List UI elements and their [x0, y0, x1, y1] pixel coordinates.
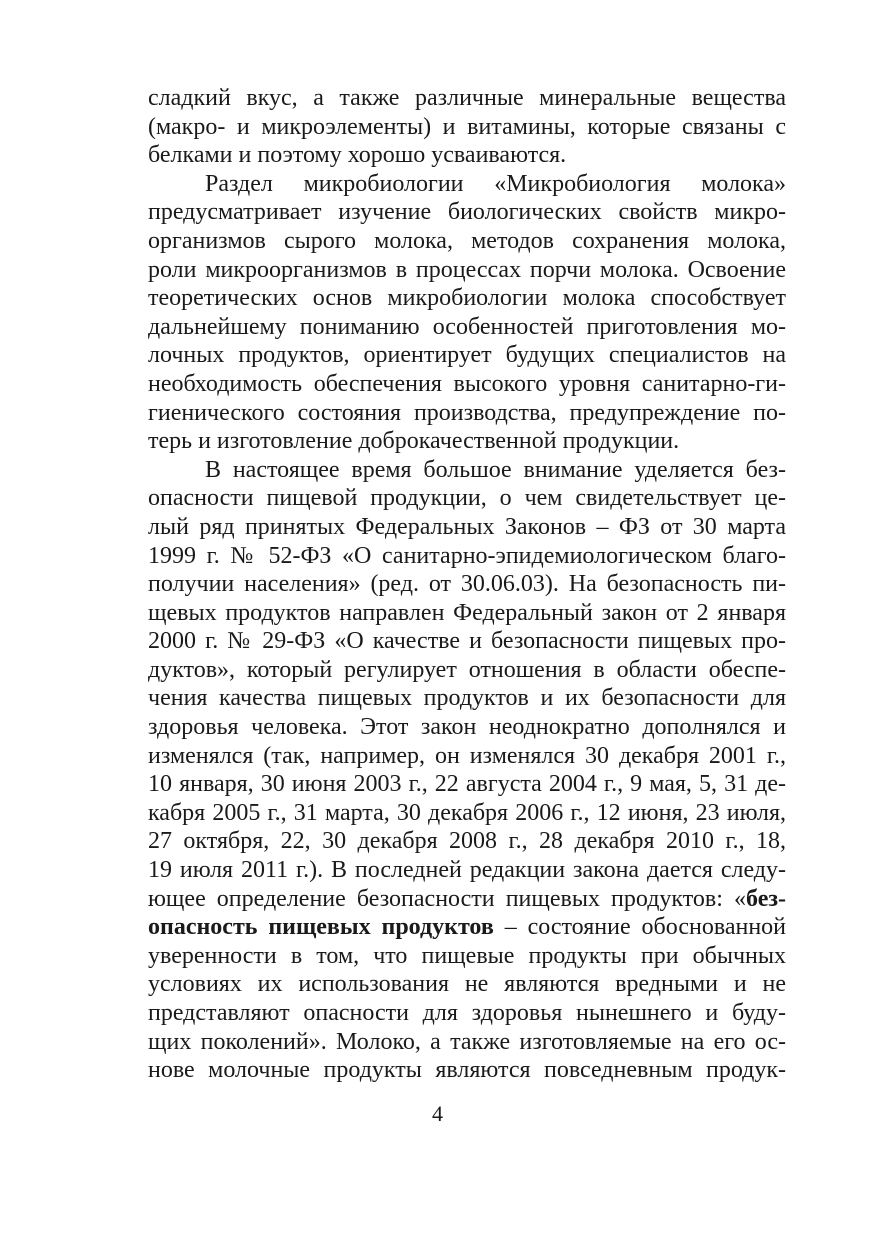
- text-line: [148, 742, 786, 771]
- text-line: [148, 113, 786, 142]
- line-text: терь и изготовление доброкачественной продукции.: [148, 428, 680, 455]
- text-line: [148, 198, 786, 227]
- line-text: В настоящее время большое внимание уделяется без-: [205, 456, 786, 483]
- text-line: [148, 84, 786, 113]
- text-line: [148, 370, 786, 399]
- text-line: [148, 970, 786, 999]
- text-line: [148, 170, 786, 199]
- text-line: [148, 341, 786, 370]
- text-line: [148, 942, 786, 971]
- line-text: теоретических основ микробиологии молока способствует: [148, 285, 786, 312]
- line-text: кабря 2005 г., 31 марта, 30 декабря 2006 г., 12 июня, 23 июля,: [148, 799, 786, 826]
- text-line: [148, 456, 786, 485]
- line-text: щих поколений». Молоко, а также изготовляемые на его ос-: [148, 1028, 786, 1055]
- text-line: [148, 1028, 786, 1057]
- line-text: гиенического состояния производства, предупреждение по-: [148, 399, 786, 426]
- line-text: лый ряд принятых Федеральных Законов – ФЗ от 30 марта: [148, 513, 786, 540]
- text-line: [148, 484, 786, 513]
- page-body: [148, 84, 786, 1085]
- bold-term: без-: [746, 885, 786, 912]
- text-line: [148, 885, 786, 914]
- line-text: сладкий вкус, а также различные минеральные вещества: [148, 85, 786, 111]
- text-line: [148, 141, 786, 170]
- text-line: [148, 256, 786, 285]
- line-text: 27 октября, 22, 30 декабря 2008 г., 28 декабря 2010 г., 18,: [148, 828, 786, 855]
- text-line: [148, 770, 786, 799]
- text-line: [148, 284, 786, 313]
- text-line: [148, 542, 786, 571]
- line-text: 10 января, 30 июня 2003 г., 22 августа 2004 г., 9 мая, 5, 31 де-: [148, 771, 786, 798]
- page-number: 4: [432, 1101, 443, 1126]
- line-text: получии населения» (ред. от 30.06.03). На безопасность пи-: [148, 571, 786, 598]
- line-text: дальнейшему пониманию особенностей приготовления мо-: [148, 313, 786, 340]
- line-text: белками и поэтому хорошо усваиваются.: [148, 142, 567, 169]
- line-text: лочных продуктов, ориентирует будущих специалистов на: [148, 342, 786, 369]
- line-text: опасности пищевой продукции, о чем свидетельствует це-: [148, 485, 786, 512]
- line-text: 2000 г. № 29-ФЗ «О качестве и безопасности пищевых про-: [148, 628, 786, 655]
- text-line: [148, 713, 786, 742]
- text-line: [148, 227, 786, 256]
- line-text: 19 июля 2011 г.). В последней редакции закона дается следу-: [148, 857, 786, 884]
- line-text: здоровья человека. Этот закон неоднократно дополнялся и: [148, 714, 786, 741]
- text-line: [148, 856, 786, 885]
- line-text: изменялся (так, например, он изменялся 30 декабря 2001 г.,: [148, 742, 786, 769]
- line-text: Раздел микробиологии «Микробиология молока»: [205, 170, 786, 197]
- text-line: [148, 313, 786, 342]
- line-text: нове молочные продукты являются повседневным продук-: [148, 1057, 786, 1084]
- text-line: [148, 827, 786, 856]
- text-line: [148, 684, 786, 713]
- text-line: [148, 627, 786, 656]
- line-text: (макро- и микроэлементы) и витамины, которые связаны с: [148, 113, 786, 140]
- line-text: дуктов», который регулирует отношения в области обеспе-: [148, 656, 786, 683]
- line-text: ющее определение безопасности пищевых продуктов: «: [148, 885, 747, 912]
- line-text: организмов сырого молока, методов сохранения молока,: [148, 227, 786, 254]
- line-text: – состояние обоснованной: [493, 914, 787, 941]
- text-line: [148, 1056, 786, 1085]
- bold-term: опасность пищевых продуктов: [148, 914, 494, 941]
- text-line: [148, 799, 786, 828]
- line-text: 1999 г. № 52-ФЗ «О санитарно-эпидемиологическом благо-: [148, 542, 786, 569]
- text-line: [148, 513, 786, 542]
- line-text: щевых продуктов направлен Федеральный закон от 2 января: [148, 599, 786, 626]
- line-text: необходимость обеспечения высокого уровня санитарно-ги-: [148, 370, 786, 397]
- text-line: [148, 570, 786, 599]
- text-line: [148, 656, 786, 685]
- text-line: [148, 399, 786, 428]
- line-text: предусматривает изучение биологических свойств микро-: [148, 199, 786, 226]
- text-line: [148, 999, 786, 1028]
- text-line: [148, 913, 786, 942]
- text-line: [148, 599, 786, 628]
- line-text: представляют опасности для здоровья нынешнего и буду-: [148, 1000, 786, 1026]
- line-text: роли микроорганизмов в процессах порчи молока. Освоение: [148, 256, 786, 283]
- line-text: чения качества пищевых продуктов и их безопасности для: [148, 685, 786, 712]
- line-text: уверенности в том, что пищевые продукты при обычных: [148, 942, 786, 969]
- text-line: [148, 427, 786, 456]
- line-text: условиях их использования не являются вредными и не: [148, 971, 786, 998]
